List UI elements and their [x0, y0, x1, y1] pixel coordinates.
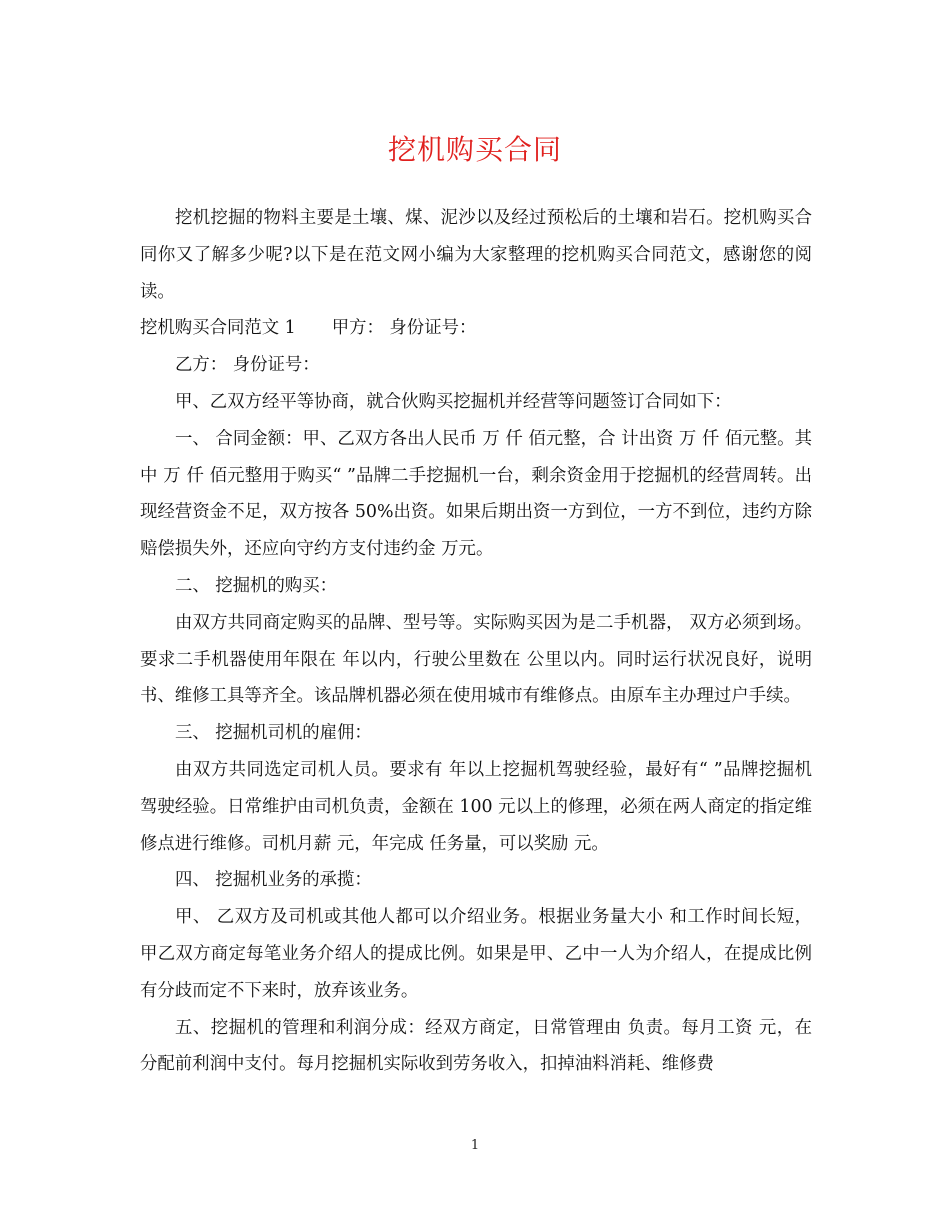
- section-4-heading: 四、 挖掘机业务的承揽：: [175, 870, 372, 891]
- section-2-heading: 二、 挖掘机的购买：: [175, 575, 338, 596]
- sample-heading: 挖机购买合同范文 1: [140, 318, 296, 339]
- intro-paragraph: 挖机挖掘的物料主要是土壤、煤、泥沙以及经过预松后的土壤和岩石。挖机购买合同你又了解多少呢?以下是在范文网小编为大家整理的挖机购买合同范文，感谢您的阅读。: [140, 208, 812, 302]
- section-1-paragraph: 一、 合同金额：甲、乙双方各出人民币 万 仟 佰元整，合 计出资 万 仟 佰元整。其中 万 仟 佰元整用于购买“ ”品牌二手挖掘机一台，剩余资金用于挖掘机的经营周转。出现经营资金不足，双方按各 50%出资。如果后期出资一方到位，一方不到位，违约方除赔偿损失外，还应向守约方支付违约金 万元。: [140, 428, 812, 560]
- party-b-line: 乙方： 身份证号：: [175, 355, 320, 376]
- section-2-paragraph: 由双方共同商定购买的品牌、型号等。实际购买因为是二手机器， 双方必须到场。要求二手机器使用年限在 年以内，行驶公里数在 公里以内。同时运行状况良好，说明书、维修工具等齐全。该品牌机器必须在使用城市有维修点。由原车主办理过户手续。: [140, 612, 812, 707]
- party-a-line: 甲方： 身份证号：: [331, 318, 477, 339]
- section-4-paragraph: 甲、 乙双方及司机或其他人都可以介绍业务。根据业务量大小 和工作时间长短，甲乙双方商定每笔业务介绍人的提成比例。如果是甲、乙中一人为介绍人，在提成比例有分歧而定不下来时，放弃该业务。: [140, 907, 812, 1001]
- section-3-paragraph: 由双方共同选定司机人员。要求有 年以上挖掘机驾驶经验，最好有“ ”品牌挖掘机驾驶经验。日常维护由司机负责，金额在 100 元以上的修理，必须在两人商定的指定维修点进行维修。司机月薪 元，年完成 任务量，可以奖励 元。: [140, 759, 812, 854]
- section-5-paragraph: 五、挖掘机的管理和利润分成：经双方商定，日常管理由 负责。每月工资 元，在分配前利润中支付。每月挖掘机实际收到劳务收入，扣掉油料消耗、维修费: [140, 1017, 812, 1075]
- section-3-heading: 三、 挖掘机司机的雇佣：: [175, 723, 372, 744]
- sample-heading-line: [140, 310, 812, 347]
- page-number: 1: [470, 1138, 480, 1153]
- document-body: [140, 200, 812, 1083]
- document-title: 挖机购买合同: [387, 133, 562, 166]
- preamble-paragraph: 甲、乙双方经平等协商，就合伙购买挖掘机并经营等问题签订合同如下：: [175, 391, 732, 412]
